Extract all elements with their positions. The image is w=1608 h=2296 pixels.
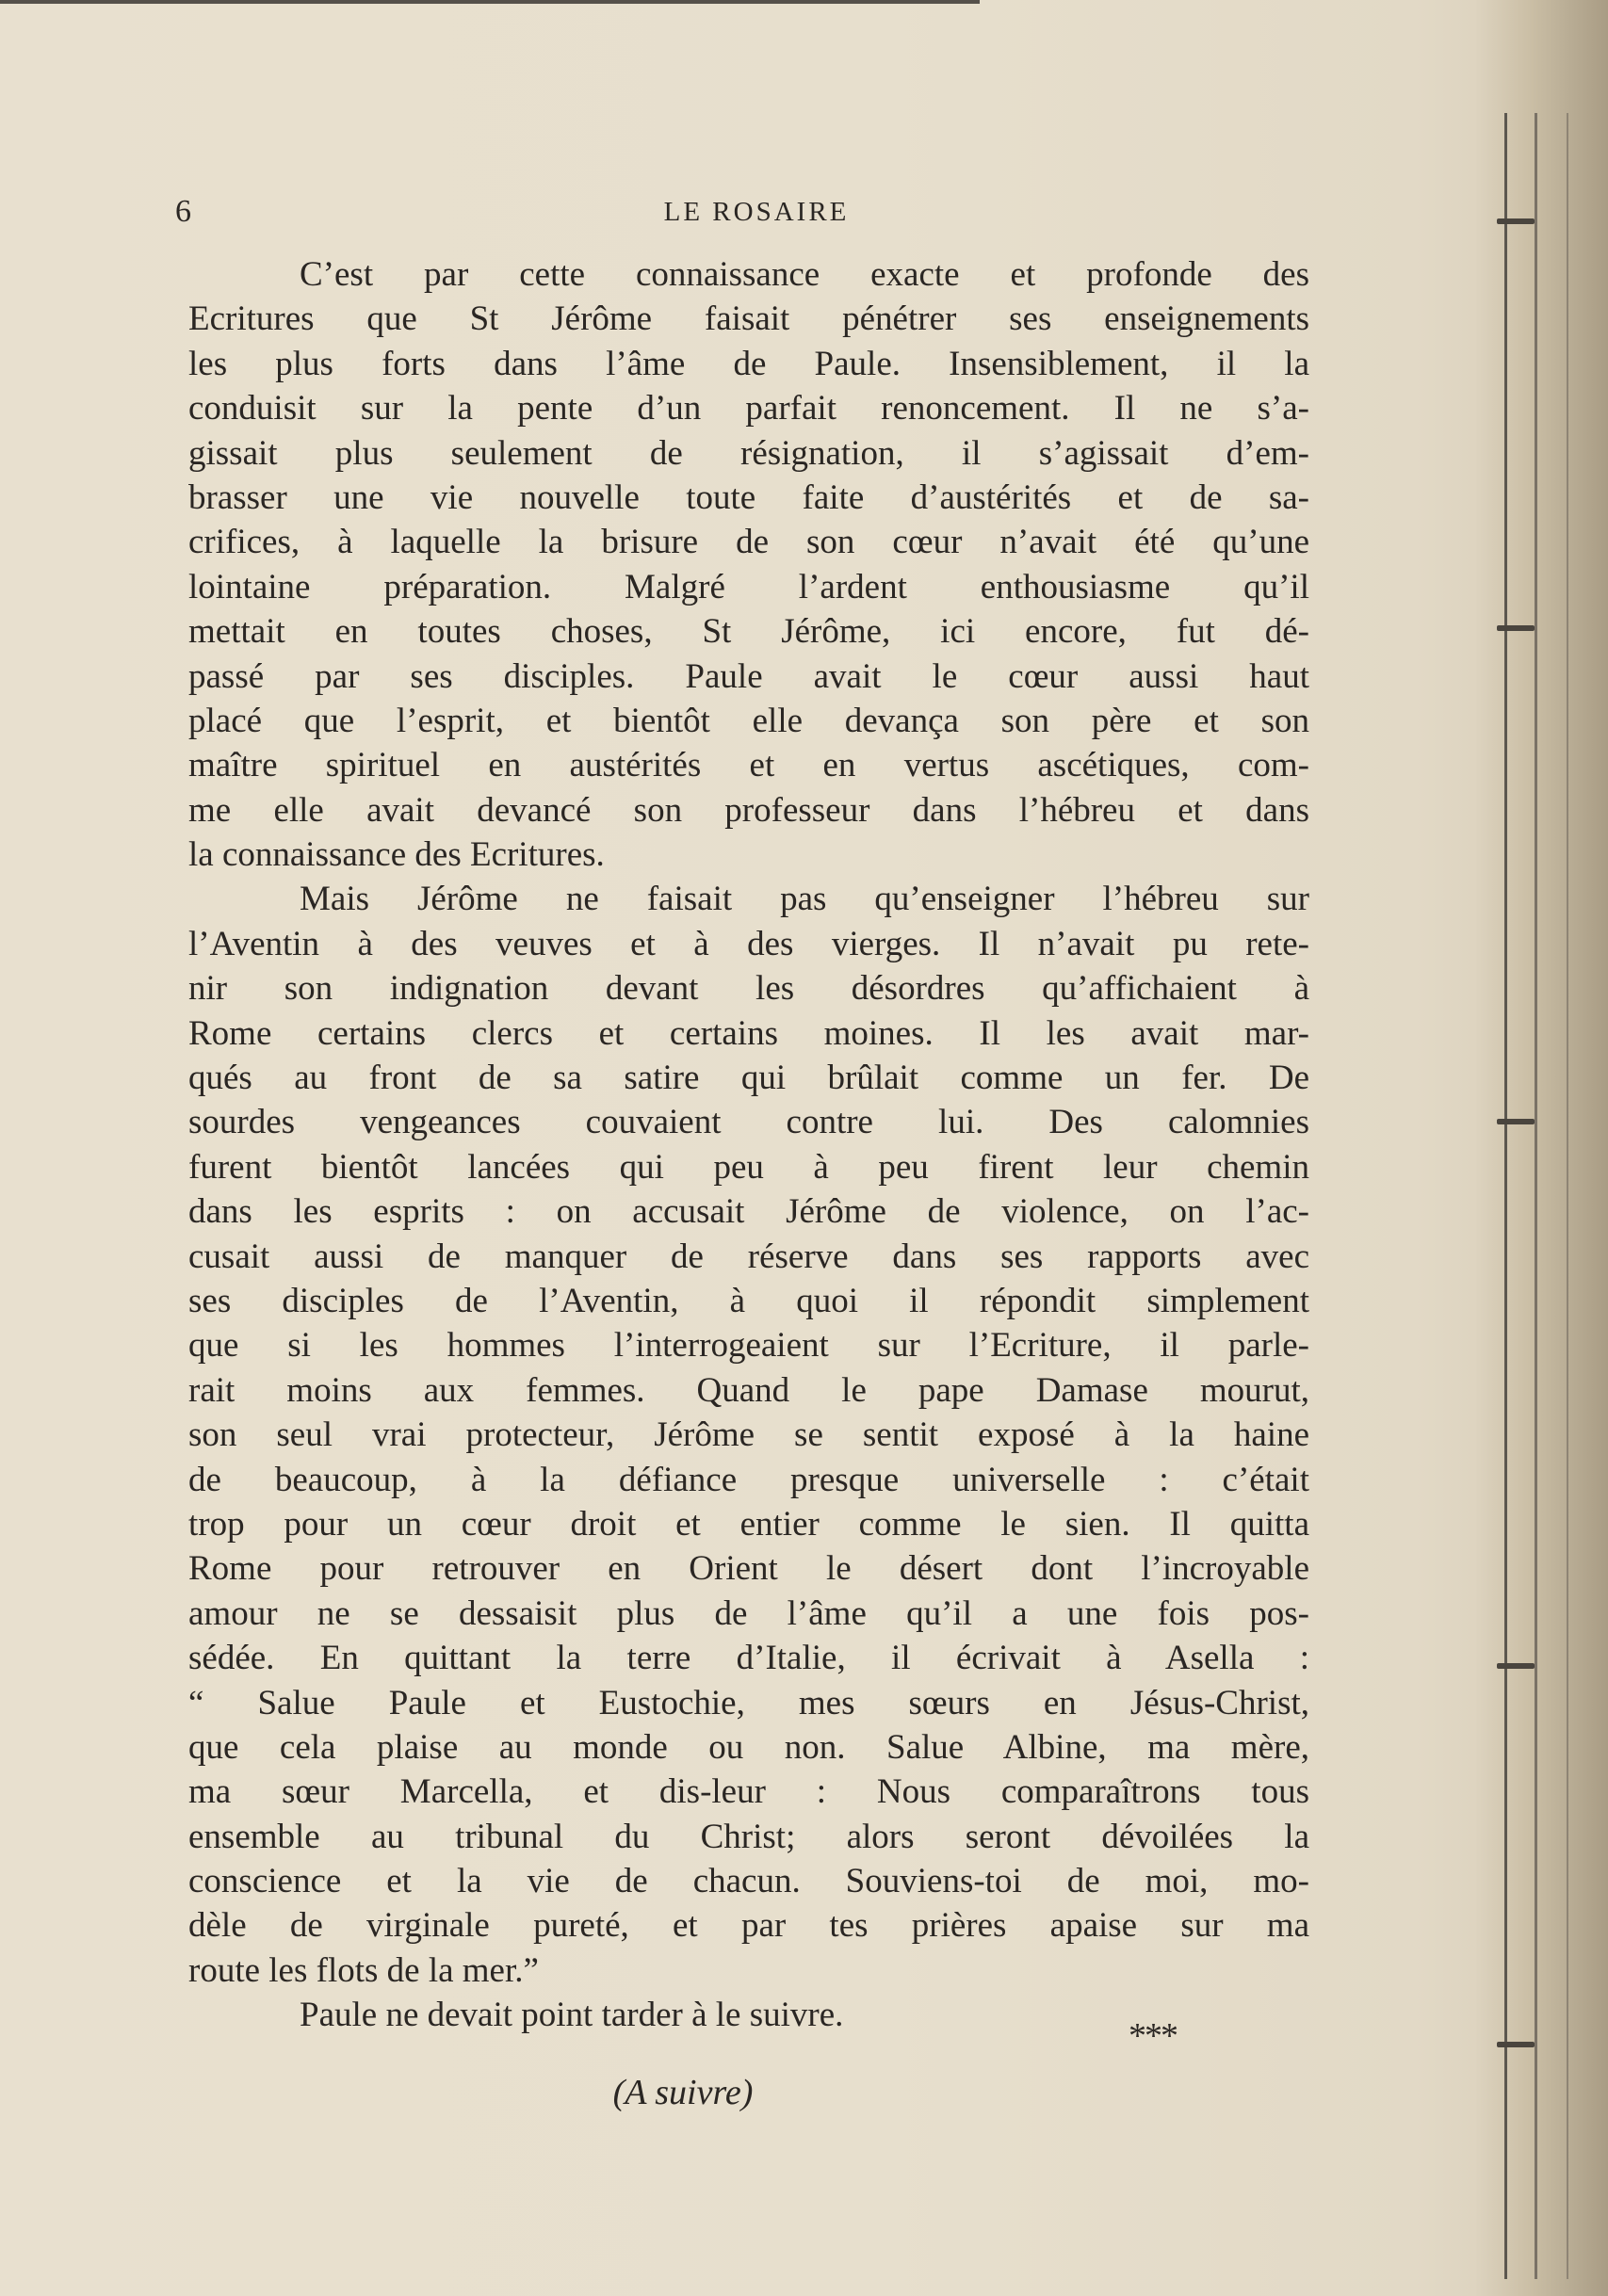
text-line: brasser une vie nouvelle toute faite d’austérités et de sa-	[188, 477, 1309, 517]
text-line: maître spirituel en austérités et en vertus ascétiques, com-	[188, 746, 1309, 785]
text-line: Rome pour retrouver en Orient le désert dont l’incroyable	[188, 1549, 1309, 1589]
binding-stitch	[1497, 2042, 1535, 2047]
binding-stitch	[1497, 1663, 1535, 1669]
text-line: lointaine préparation. Malgré l’ardent enthousiasme qu’il	[188, 567, 1309, 606]
text-line: gissait plus seulement de résignation, il s’agissait d’em-	[188, 433, 1309, 473]
text-line: l’Aventin à des veuves et à des vierges. Il n’avait pu rete-	[188, 924, 1309, 963]
binding-stitch	[1497, 218, 1535, 224]
text-line: dans les esprits : on accusait Jérôme de violence, on l’ac-	[188, 1192, 1309, 1232]
text-line: “ Salue Paule et Eustochie, mes sœurs en Jésus-Christ,	[188, 1683, 1309, 1722]
text-line: route les flots de la mer.”	[188, 1950, 539, 1990]
text-line: qués au front de sa satire qui brûlait comme un fer. De	[188, 1059, 1309, 1098]
text-line: conduisit sur la pente d’un parfait renoncement. Il ne s’a-	[188, 389, 1309, 428]
text-line: nir son indignation devant les désordres qu’affichaient à	[188, 969, 1309, 1009]
text-line: passé par ses disciples. Paule avait le cœur aussi haut	[188, 656, 1309, 696]
text-line: crifices, à laquelle la brisure de son cœur n’avait été qu’une	[188, 523, 1309, 562]
page-edge	[1567, 113, 1568, 2279]
text-line: que cela plaise au monde ou non. Salue Albine, ma mère,	[188, 1727, 1309, 1767]
text-line: Ecritures que St Jérôme faisait pénétrer ses enseignements	[188, 299, 1309, 339]
text-line: dèle de virginale pureté, et par tes prières apaise sur ma	[188, 1906, 1309, 1946]
text-line: rait moins aux femmes. Quand le pape Damase mourut,	[188, 1370, 1309, 1410]
text-line: que si les hommes l’interrogeaient sur l’Ecriture, il parle-	[188, 1326, 1309, 1366]
page-edge	[1535, 113, 1537, 2279]
page-edge	[1504, 113, 1507, 2279]
continuation-note: (A suivre)	[612, 2073, 754, 2112]
binding-stitch	[1497, 625, 1535, 631]
text-line: mettait en toutes choses, St Jérôme, ici encore, fut dé-	[188, 612, 1309, 652]
text-line: ses disciples de l’Aventin, à quoi il répondit simplement	[188, 1281, 1309, 1320]
text-line: sourdes vengeances couvaient contre lui. Des calomnies	[188, 1103, 1309, 1142]
running-head	[175, 188, 1338, 235]
text-line: Paule ne devait point tarder à le suivre.	[300, 1996, 844, 2035]
text-line: son seul vrai protecteur, Jérôme se sentit exposé à la haine	[188, 1415, 1309, 1455]
text-line: C’est par cette connaissance exacte et profonde des	[300, 255, 1309, 294]
page-number: 6	[175, 194, 191, 229]
text-line: trop pour un cœur droit et entier comme le sien. Il quitta	[188, 1504, 1309, 1544]
section-ornament: ***	[1129, 2016, 1177, 2056]
body-text	[188, 252, 1309, 2038]
text-line: amour ne se dessaisit plus de l’âme qu’il a une fois pos-	[188, 1593, 1309, 1633]
text-line: les plus forts dans l’âme de Paule. Insensiblement, il la	[188, 344, 1309, 383]
text-line: ma sœur Marcella, et dis-leur : Nous comparaîtrons tous	[188, 1772, 1309, 1812]
running-title: LE ROSAIRE	[663, 197, 850, 227]
text-line: placé que l’esprit, et bientôt elle devança son père et son	[188, 701, 1309, 740]
text-line: conscience et la vie de chacun. Souviens-toi de moi, mo-	[188, 1862, 1309, 1901]
text-line: me elle avait devancé son professeur dans l’hébreu et dans	[188, 790, 1309, 830]
text-line: ensemble au tribunal du Christ; alors seront dévoilées la	[188, 1817, 1309, 1856]
text-line: la connaissance des Ecritures.	[188, 835, 605, 875]
text-line: furent bientôt lancées qui peu à peu firent leur chemin	[188, 1147, 1309, 1187]
top-edge-rule	[0, 0, 980, 4]
text-line: Mais Jérôme ne faisait pas qu’enseigner l’hébreu sur	[300, 880, 1309, 919]
binding-stitch	[1497, 1119, 1535, 1124]
text-line: de beaucoup, à la défiance presque universelle : c’était	[188, 1460, 1309, 1499]
book-spine	[1476, 0, 1608, 2296]
text-line: sédée. En quittant la terre d’Italie, il écrivait à Asella :	[188, 1639, 1309, 1678]
text-line: cusait aussi de manquer de réserve dans ses rapports avec	[188, 1237, 1309, 1276]
text-line: Rome certains clercs et certains moines. Il les avait mar-	[188, 1013, 1309, 1053]
